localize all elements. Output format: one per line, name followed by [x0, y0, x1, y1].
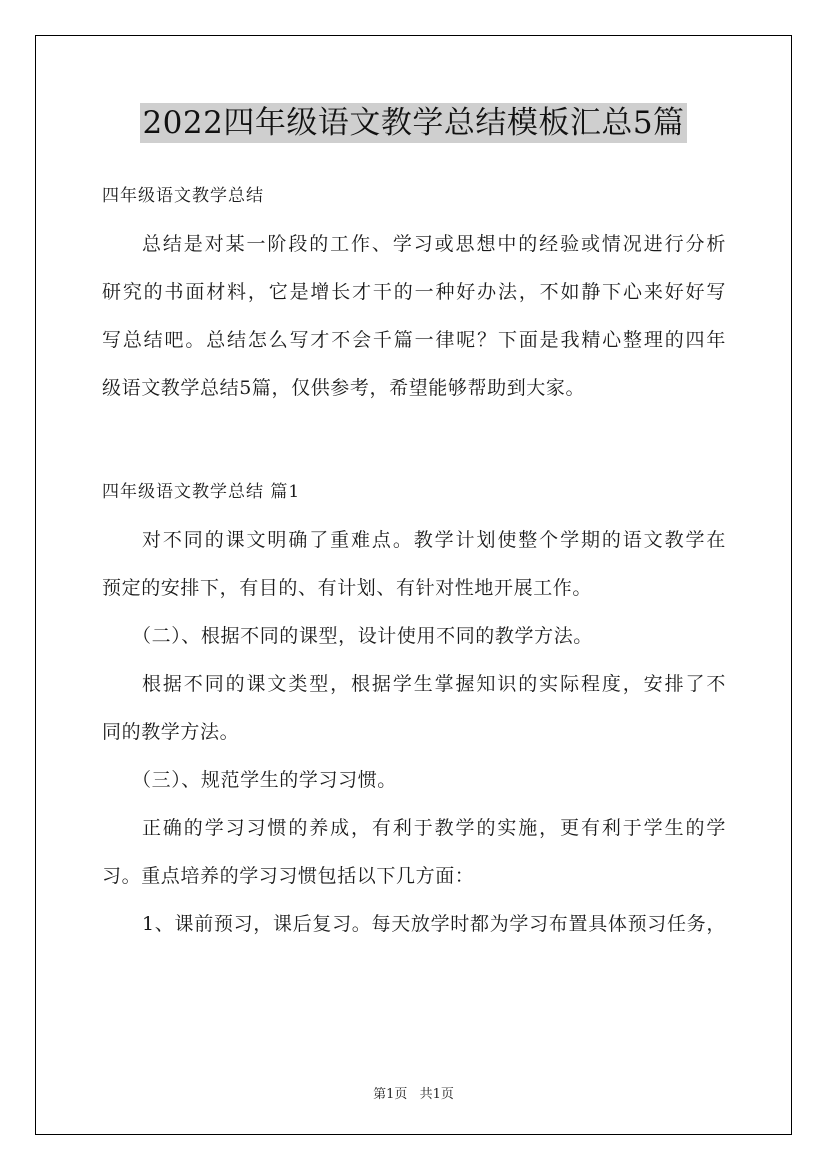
paragraph-line: （二）、根据不同的课型，设计使用不同的教学方法。	[132, 625, 593, 647]
paragraph-line: 级语文教学总结5篇，仅供参考，希望能够帮助到大家。	[102, 377, 586, 399]
paragraph-line: 1、课前预习，课后复习。每天放学时都为学习布置具体预习任务，	[142, 913, 726, 935]
paragraph-line: 预定的安排下，有目的、有计划、有针对性地开展工作。	[102, 577, 593, 599]
page-number: 第1页	[373, 1087, 408, 1102]
paragraph-line: 根据不同的课文类型，根据学生掌握知识的实际程度，安排了不	[142, 673, 726, 695]
paragraph-line: 同的教学方法。	[102, 721, 240, 743]
document-title: 2022四年级语文教学总结模板汇总5篇	[142, 105, 685, 141]
page-footer	[0, 1083, 827, 1102]
paragraph-line: 对不同的课文明确了重难点。教学计划使整个学期的语文教学在	[142, 529, 726, 551]
paragraph-line: 正确的学习习惯的养成，有利于教学的实施，更有利于学生的学	[142, 817, 726, 839]
paragraph-line: 总结是对某一阶段的工作、学习或思想中的经验或情况进行分析	[142, 233, 726, 255]
section-gap	[102, 412, 726, 468]
paragraph-line: 习。重点培养的学习习惯包括以下几方面：	[102, 865, 475, 887]
paragraph-line: 写总结吧。总结怎么写才不会千篇一律呢？下面是我精心整理的四年	[102, 329, 726, 351]
title-container	[0, 103, 827, 143]
document-body	[102, 172, 726, 948]
paragraph-line: 研究的书面材料，它是增长才干的一种好办法，不如静下心来好好写	[102, 281, 726, 303]
page-total: 共1页	[419, 1087, 454, 1102]
intro-heading: 四年级语文教学总结	[102, 186, 264, 206]
paragraph-line: （三）、规范学生的学习习惯。	[132, 769, 397, 791]
section-heading: 四年级语文教学总结 篇1	[102, 482, 301, 502]
